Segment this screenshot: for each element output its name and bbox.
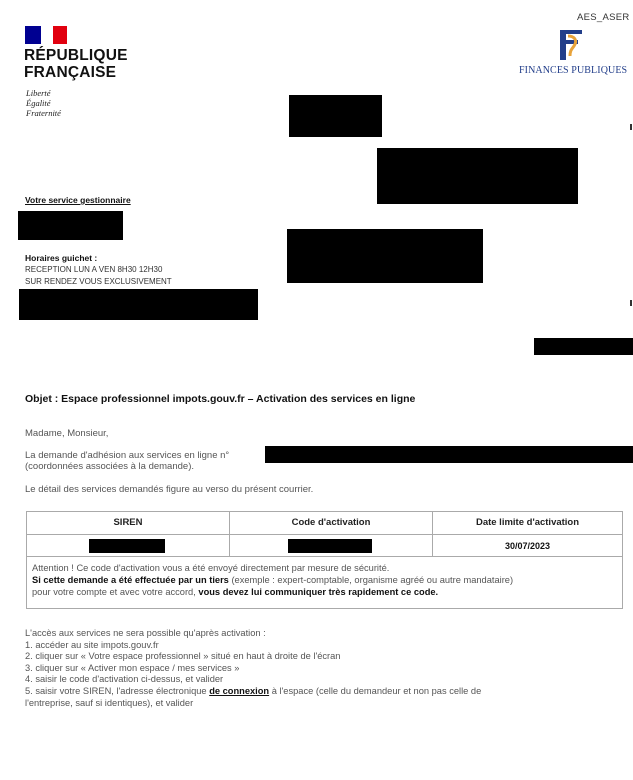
- detail-line: Le détail des services demandés figure au verso du présent courrier.: [25, 484, 314, 495]
- marianne-flag-logo: [25, 26, 67, 44]
- note-line: pour votre compte et avec votre accord, vous devez lui communiquer très rapidement ce code.: [32, 586, 439, 597]
- step-item: 4. saisir le code d'activation ci-dessus, et valider: [25, 674, 224, 685]
- redacted-block: [534, 338, 633, 355]
- reference-code: AES_ASER: [577, 12, 630, 23]
- finances-publiques-logo-icon: [556, 26, 586, 62]
- horaires-title: Horaires guichet :: [25, 253, 98, 263]
- column-header-date: Date limite d'activation: [475, 517, 580, 528]
- demande-line: La demande d'adhésion aux services en ligne n°: [25, 450, 230, 461]
- horaires-line: SUR RENDEZ VOUS EXCLUSIVEMENT: [25, 277, 172, 286]
- service-title: Votre service gestionnaire: [25, 195, 131, 205]
- redacted-block: [377, 148, 578, 204]
- finances-publiques-name: FINANCES PUBLIQUES: [519, 65, 628, 76]
- column-header-code: Code d'activation: [230, 512, 433, 534]
- horaires-line: RECEPTION LUN A VEN 8H30 12H30: [25, 265, 163, 274]
- redacted-block: [287, 229, 483, 283]
- step-item: l'entreprise, sauf si identiques), et valider: [25, 697, 194, 708]
- redacted-block: [19, 289, 258, 320]
- column-header-siren: SIREN: [27, 512, 230, 534]
- date-cell: 30/07/2023: [433, 534, 622, 556]
- note-line: Attention ! Ce code d'activation vous a été envoyé directement par mesure de sécurité.: [32, 563, 390, 573]
- edge-mark: [630, 124, 632, 130]
- step-item: 3. cliquer sur « Activer mon espace / mes services »: [25, 662, 240, 673]
- code-cell: [230, 534, 433, 556]
- salutation: Madame, Monsieur,: [25, 428, 109, 439]
- activation-steps: [25, 628, 481, 709]
- redacted-block: [289, 95, 382, 137]
- demande-line: (coordonnées associées à la demande).: [25, 461, 194, 472]
- redacted-siren: [89, 539, 165, 553]
- edge-mark: [630, 300, 632, 306]
- republique-francaise-logo-text: RÉPUBLIQUE FRANÇAISE: [24, 47, 128, 81]
- siren-cell: [27, 534, 230, 556]
- redacted-block: [265, 446, 633, 463]
- redacted-block: [18, 211, 123, 240]
- step-item: 5. saisir votre SIREN, l'adresse électronique de connexion à l'espace (celle du demandeur et non pas celle de: [25, 685, 482, 696]
- letter-subject: Objet : Espace professionnel impots.gouv.fr – Activation des services en ligne: [25, 393, 416, 405]
- steps-intro: L'accès aux services ne sera possible qu'après activation :: [25, 628, 266, 638]
- security-note: [27, 556, 622, 609]
- activation-table: [26, 511, 623, 609]
- step-item: 2. cliquer sur « Votre espace professionnel » situé en haut à droite de l'écran: [25, 651, 341, 662]
- note-line: Si cette demande a été effectuée par un tiers (exemple : expert-comptable, organisme agréé ou autre mandataire): [32, 574, 514, 585]
- motto: Liberté Égalité Fraternité: [26, 88, 61, 118]
- redacted-code: [288, 539, 372, 553]
- step-item: 1. accéder au site impots.gouv.fr: [25, 639, 159, 650]
